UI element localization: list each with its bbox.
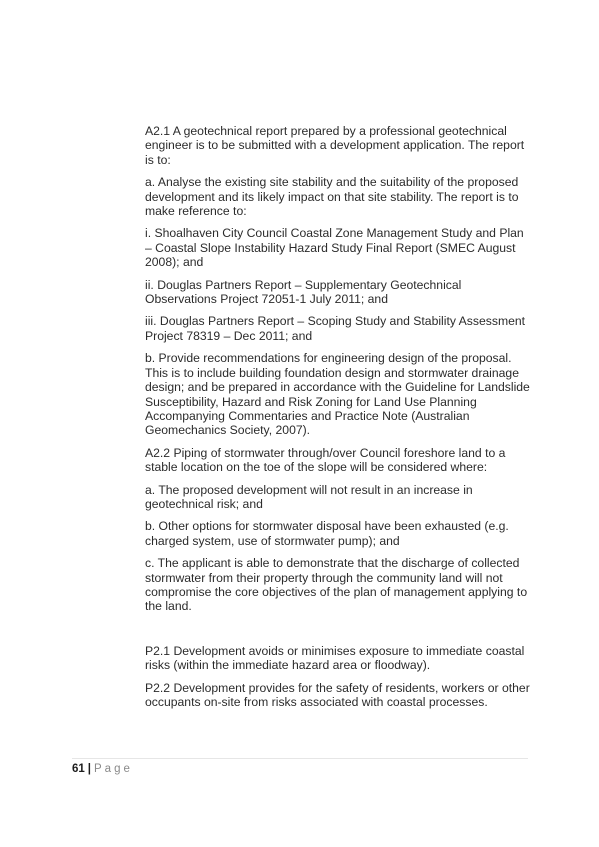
paragraph-p2-1: P2.1 Development avoids or minimises exposure to immediate coastal risks (within the immediate hazard area or floodway). (145, 643, 525, 673)
paragraph-a2-2-b: b. Other options for stormwater disposal have been exhausted (e.g. charged system, use of stormwater pump); and (145, 519, 509, 548)
paragraph-a2-2-a: a. The proposed development will not result in an increase in geotechnical risk; and (145, 482, 473, 511)
page-footer (72, 758, 528, 776)
paragraph-a2-2: A2.2 Piping of stormwater through/over Council foreshore land to a stable location on the toe of the slope will be considered where: (145, 445, 506, 475)
paragraph-a2-1-a-ii: ii. Douglas Partners Report – Supplementary Geotechnical Observations Project 72051-1 July 2011; and (145, 277, 462, 307)
paragraph-a2-1: A2.1 A geotechnical report prepared by a professional geotechnical engineer is to be submitted with a development application. The report is to: (145, 124, 525, 167)
page-number: 61 (72, 763, 85, 775)
paragraph-p2-2: P2.2 Development provides for the safety of residents, workers or other occupants on-site from risks associated with coastal processes. (145, 680, 530, 709)
footer-separator: | (87, 763, 92, 775)
paragraph-a2-1-a-i: i. Shoalhaven City Council Coastal Zone Management Study and Plan – Coastal Slope Instability Hazard Study Final Report (SMEC August 2008); and (145, 226, 524, 270)
paragraph-a2-1-a-iii: iii. Douglas Partners Report – Scoping Study and Stability Assessment Project 78319 – Dec 2011; and (145, 314, 526, 343)
paragraph-a2-1-b: b. Provide recommendations for engineering design of the proposal. This is to include building foundation design and stormwater drainage design; and be prepared in accordance with the Guideline for Landslide Susceptibility, Hazard and Risk Zoning for Land Use Planning Accompanying Commentaries and Practice Note (Australian Geomechanics Society, 2007). (145, 351, 530, 438)
paragraph-a2-1-a: a. Analyse the existing site stability and the suitability of the proposed development and its likely impact on that site stability. The report is to make reference to: (145, 175, 519, 219)
document-body (145, 124, 533, 709)
paragraph-a2-2-c: c. The applicant is able to demonstrate that the discharge of collected stormwater from their property through the community land will not compromise the core objectives of the plan of management applying to the land. (145, 556, 528, 614)
page-label: Page (94, 763, 133, 775)
